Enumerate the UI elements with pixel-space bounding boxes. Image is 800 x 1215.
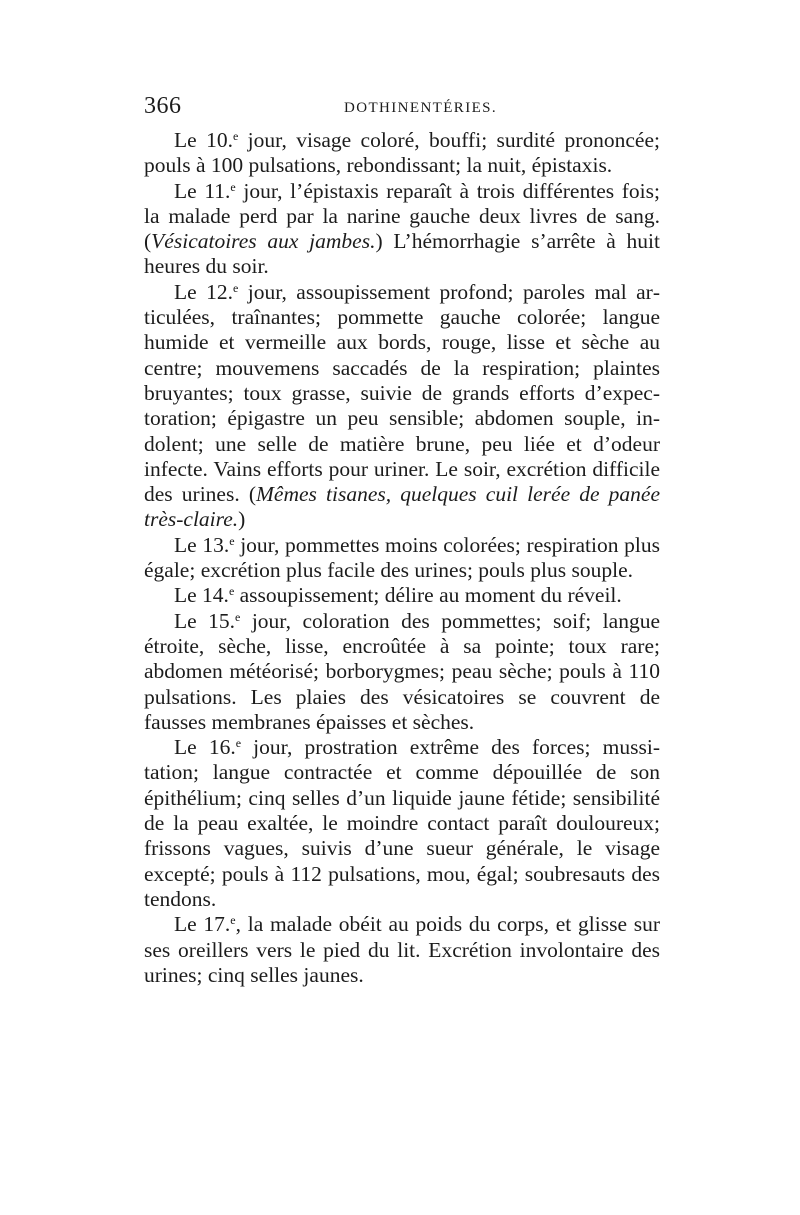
ordinal-superscript: e — [235, 609, 241, 624]
paragraph-day-12 — [144, 280, 660, 533]
paragraph-day-13 — [144, 533, 660, 584]
day-label: Le 10. — [174, 128, 233, 152]
day-label: Le 16. — [174, 735, 236, 760]
paragraph-text: jour, prostration extrême des forces; mussitation; langue contractée et comme dépouillée de son épithélium; cinq selles d’un liquide jaune fétide; sensibilité de la peau exaltée, le moindre contact paraît douloureux; frissons vagues, suivis d’une sueur générale, le visage excepté; pouls à 112 pulsations, mou, égal; soubresauts des tendons. — [144, 735, 660, 911]
paragraph-text: jour, l’épistaxis reparaît à trois différentes fois; la malade perd par la narine gauche deux livres de sang. ( — [144, 178, 660, 254]
page-body — [144, 128, 660, 988]
page-number: 366 — [144, 93, 182, 119]
paragraph-text: assoupissement; délire au moment du réveil. — [234, 583, 622, 608]
day-label: Le 11. — [174, 178, 231, 203]
running-title: DOTHINENTÉRIES. — [344, 100, 498, 116]
ordinal-superscript: e — [228, 584, 235, 599]
paragraph-day-10 — [144, 128, 660, 179]
paragraph-tail: ) — [238, 507, 246, 532]
paragraph-day-15 — [144, 609, 660, 735]
ordinal-superscript: e — [230, 913, 236, 928]
paragraph-tail: ) L’hémorrhagie s’arrête à huit heures du soir. — [144, 229, 660, 279]
paragraph-text: jour, coloration des pommettes; soif; langue étroite, sèche, lisse, encroûtée à sa pointe; toux rare; abdomen météorisé; borborygmes; peau sèche; pouls à 110 pulsations. Les plaies des vésicatoires se couvrent de fausses membranes épaisses et sèches. — [144, 608, 660, 734]
ordinal-superscript: e — [230, 179, 236, 194]
paragraph-italic: Mêmes tisanes, quelques cuil lerée de panée très-claire. — [144, 482, 660, 532]
paragraph-day-11 — [144, 179, 660, 280]
day-label: Le 13. — [174, 532, 230, 557]
paragraph-text: jour, pommettes moins colorées; respiration plus égale; excrétion plus facile des urines; pouls plus souple. — [144, 532, 660, 583]
day-label: Le 15. — [174, 608, 236, 633]
paragraph-text: jour, assoupissement profond; paroles mal articulées, traînantes; pommette gauche colorée; langue humide et vermeille aux bords, rouge, lisse et sèche au centre; mouvemens saccadés de la respiration; plaintes bruyantes; toux grasse, suivie de grands efforts d’expectoration; épigastre un peu sensible; abdomen souple, indolent; une selle de matière brune, peu liée et d’odeur infecte. Vains efforts pour uriner. Le soir, excrétion difficile des urines. ( — [144, 279, 660, 507]
ordinal-superscript: e — [232, 280, 239, 295]
ordinal-superscript: e — [235, 736, 242, 751]
paragraph-day-16 — [144, 735, 660, 912]
page-header — [144, 93, 660, 123]
day-label: Le 14. — [174, 583, 229, 608]
paragraph-day-17 — [144, 912, 660, 988]
ordinal-superscript: e — [232, 129, 239, 143]
paragraph-italic: Vésicatoires aux jambes. — [151, 229, 376, 254]
paragraph-text: , la malade obéit au poids du corps, et glisse sur ses oreillers vers le pied du lit. Excrétion involontaire des urines; cinq selles jaunes. — [144, 912, 660, 987]
paragraph-day-14 — [144, 583, 660, 608]
paragraph-text: jour, visage coloré, bouffi; surdité prononcée; pouls à 100 pulsations, rebondissant; la nuit, épistaxis. — [144, 128, 660, 178]
day-label: Le 12. — [174, 279, 233, 304]
ordinal-superscript: e — [229, 533, 235, 548]
day-label: Le 17. — [174, 912, 231, 937]
